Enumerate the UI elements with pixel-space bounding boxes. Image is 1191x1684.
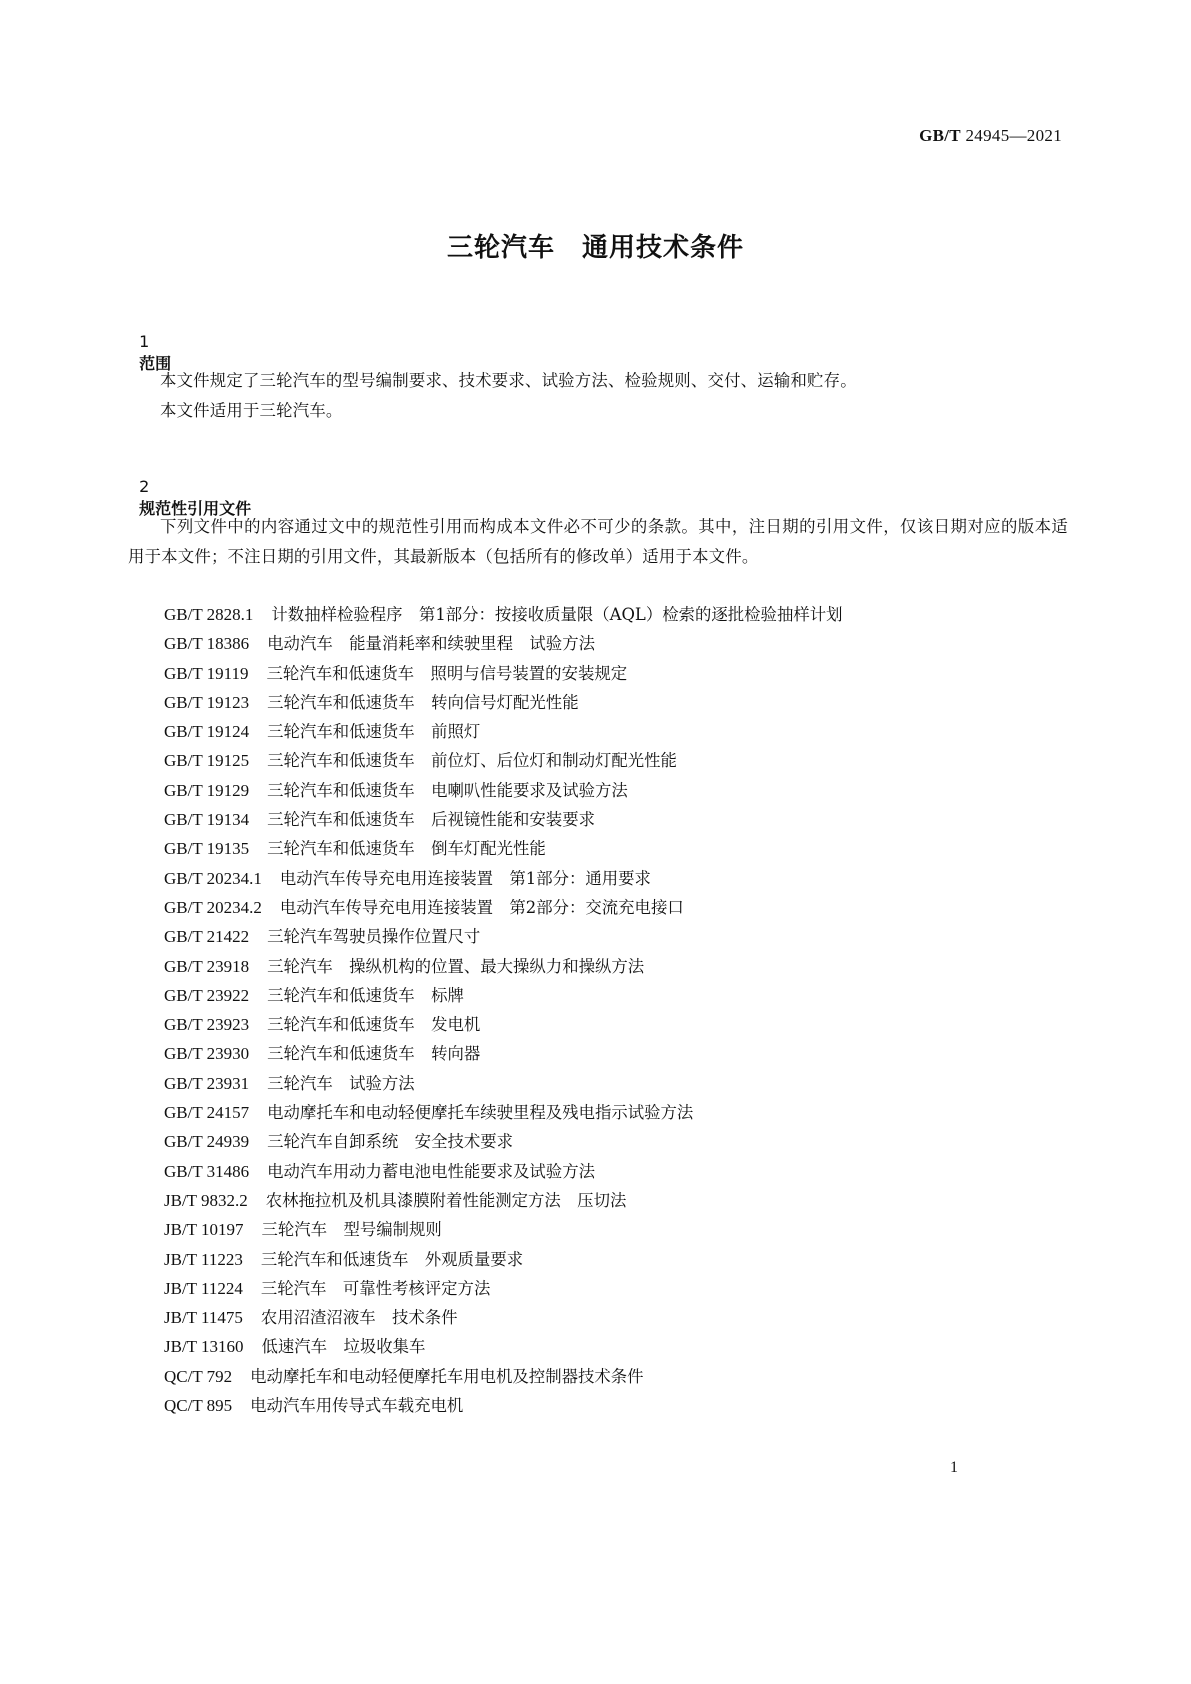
- reference-code: GB/T 23931: [164, 1073, 250, 1093]
- reference-title: 农用沼渣沼液车 技术条件: [260, 1308, 458, 1328]
- reference-title: 三轮汽车和低速货车 后视镜性能和安装要求: [267, 810, 595, 830]
- reference-item: [164, 1245, 843, 1274]
- reference-item: [164, 629, 843, 658]
- reference-title: 三轮汽车和低速货车 标牌: [267, 985, 464, 1005]
- reference-title: 计数抽样检验程序 第1部分：按接收质量限（AQL）检索的逐批检验抽样计划: [271, 605, 843, 624]
- reference-code: GB/T 20234.2: [164, 897, 262, 917]
- reference-item: [164, 1157, 843, 1186]
- reference-item: [164, 1391, 843, 1420]
- reference-title: 电动汽车用动力蓄电池电性能要求及试验方法: [267, 1161, 595, 1181]
- section-1-paragraph-1: 本文件规定了三轮汽车的型号编制要求、技术要求、试验方法、检验规则、交付、运输和贮存。: [160, 371, 857, 390]
- reference-item: [164, 688, 843, 717]
- reference-item: [164, 600, 843, 629]
- section-2-body: [128, 512, 1068, 572]
- page-number: 1: [950, 1459, 958, 1476]
- reference-code: GB/T 23930: [164, 1044, 250, 1064]
- reference-title: 三轮汽车 可靠性考核评定方法: [260, 1278, 491, 1298]
- reference-item: [164, 1098, 843, 1127]
- reference-code: GB/T 19135: [164, 839, 250, 859]
- reference-item: [164, 1186, 843, 1215]
- reference-item: [164, 952, 843, 981]
- section-1-number: 1: [139, 332, 150, 351]
- reference-title: 电动汽车传导充电用连接装置 第1部分：通用要求: [279, 868, 651, 888]
- reference-title: 三轮汽车自卸系统 安全技术要求: [267, 1132, 514, 1152]
- reference-item: [164, 864, 843, 893]
- reference-code: GB/T 23922: [164, 985, 250, 1005]
- reference-title: 三轮汽车和低速货车 前位灯、后位灯和制动灯配光性能: [267, 751, 677, 771]
- reference-item: [164, 893, 843, 922]
- reference-title: 电动摩托车和电动轻便摩托车用电机及控制器技术条件: [250, 1366, 644, 1386]
- section-1-paragraph-2: 本文件适用于三轮汽车。: [160, 401, 343, 420]
- reference-title: 三轮汽车和低速货车 发电机: [267, 1015, 481, 1035]
- standard-prefix: GB/T: [919, 126, 961, 145]
- reference-code: GB/T 19125: [164, 751, 250, 771]
- reference-item: [164, 834, 843, 863]
- reference-code: GB/T 24939: [164, 1132, 250, 1152]
- reference-title: 三轮汽车和低速货车 转向器: [267, 1044, 481, 1064]
- reference-code: GB/T 19134: [164, 810, 250, 830]
- reference-code: GB/T 23918: [164, 956, 250, 976]
- reference-item: [164, 1215, 843, 1244]
- reference-code: GB/T 20234.1: [164, 868, 262, 888]
- reference-title: 电动汽车 能量消耗率和续驶里程 试验方法: [267, 634, 595, 654]
- reference-item: [164, 1274, 843, 1303]
- reference-item: [164, 776, 843, 805]
- reference-code: JB/T 10197: [164, 1220, 244, 1240]
- section-2-heading: [128, 458, 251, 519]
- reference-code: GB/T 18386: [164, 634, 250, 654]
- reference-title: 三轮汽车 试验方法: [267, 1073, 415, 1093]
- reference-code: GB/T 21422: [164, 927, 250, 947]
- reference-code: QC/T 895: [164, 1396, 233, 1416]
- standard-code: [919, 126, 1062, 146]
- reference-title: 三轮汽车驾驶员操作位置尺寸: [267, 927, 481, 947]
- reference-item: [164, 1127, 843, 1156]
- reference-item: [164, 981, 843, 1010]
- reference-title: 农林拖拉机及机具漆膜附着性能测定方法 压切法: [265, 1190, 627, 1210]
- reference-code: GB/T 2828.1: [164, 605, 254, 624]
- reference-title: 三轮汽车和低速货车 前照灯: [267, 722, 481, 742]
- document-title: 三轮汽车 通用技术条件: [446, 233, 744, 263]
- section-2-paragraph-1: 下列文件中的内容通过文中的规范性引用而构成本文件必不可少的条款。其中，注日期的引用文件，仅该日期对应的版本适用于本文件；不注日期的引用文件，其最新版本（包括所有的修改单）适用于本文件。: [128, 517, 1068, 566]
- reference-item: [164, 1362, 843, 1391]
- reference-list: [164, 600, 843, 1420]
- reference-item: [164, 1332, 843, 1361]
- reference-code: GB/T 23923: [164, 1015, 250, 1035]
- reference-title: 电动汽车用传导式车载充电机: [250, 1396, 464, 1416]
- reference-item: [164, 1010, 843, 1039]
- reference-code: JB/T 11223: [164, 1249, 243, 1269]
- section-1-body: [128, 366, 1068, 426]
- reference-item: [164, 1039, 843, 1068]
- reference-code: QC/T 792: [164, 1366, 233, 1386]
- reference-title: 三轮汽车和低速货车 外观质量要求: [260, 1249, 524, 1269]
- reference-title: 三轮汽车 操纵机构的位置、最大操纵力和操纵方法: [267, 956, 645, 976]
- reference-title: 三轮汽车和低速货车 照明与信号装置的安装规定: [266, 663, 628, 683]
- reference-code: GB/T 24157: [164, 1103, 250, 1123]
- reference-code: JB/T 11224: [164, 1278, 243, 1298]
- reference-title: 电动汽车传导充电用连接装置 第2部分：交流充电接口: [279, 897, 684, 917]
- section-1-heading: [128, 313, 171, 374]
- reference-code: GB/T 19129: [164, 780, 250, 800]
- reference-title: 三轮汽车和低速货车 转向信号灯配光性能: [267, 692, 579, 712]
- reference-item: [164, 805, 843, 834]
- reference-code: JB/T 11475: [164, 1308, 243, 1328]
- reference-title: 三轮汽车和低速货车 倒车灯配光性能: [267, 839, 546, 859]
- reference-code: GB/T 31486: [164, 1161, 250, 1181]
- standard-number: 24945—2021: [965, 126, 1062, 145]
- reference-code: JB/T 13160: [164, 1337, 244, 1357]
- reference-code: GB/T 19119: [164, 663, 249, 683]
- reference-item: [164, 746, 843, 775]
- reference-code: GB/T 19124: [164, 722, 250, 742]
- reference-item: [164, 922, 843, 951]
- section-2-title: 规范性引用文件: [139, 499, 252, 518]
- reference-title: 三轮汽车 型号编制规则: [261, 1220, 442, 1240]
- reference-code: JB/T 9832.2: [164, 1190, 248, 1210]
- reference-title: 低速汽车 垃圾收集车: [261, 1337, 426, 1357]
- section-2-number: 2: [139, 477, 150, 496]
- reference-item: [164, 1303, 843, 1332]
- reference-item: [164, 717, 843, 746]
- reference-item: [164, 659, 843, 688]
- reference-title: 电动摩托车和电动轻便摩托车续驶里程及残电指示试验方法: [267, 1103, 694, 1123]
- reference-item: [164, 1069, 843, 1098]
- reference-code: GB/T 19123: [164, 692, 250, 712]
- section-1-title: 范围: [139, 354, 172, 373]
- reference-title: 三轮汽车和低速货车 电喇叭性能要求及试验方法: [267, 780, 628, 800]
